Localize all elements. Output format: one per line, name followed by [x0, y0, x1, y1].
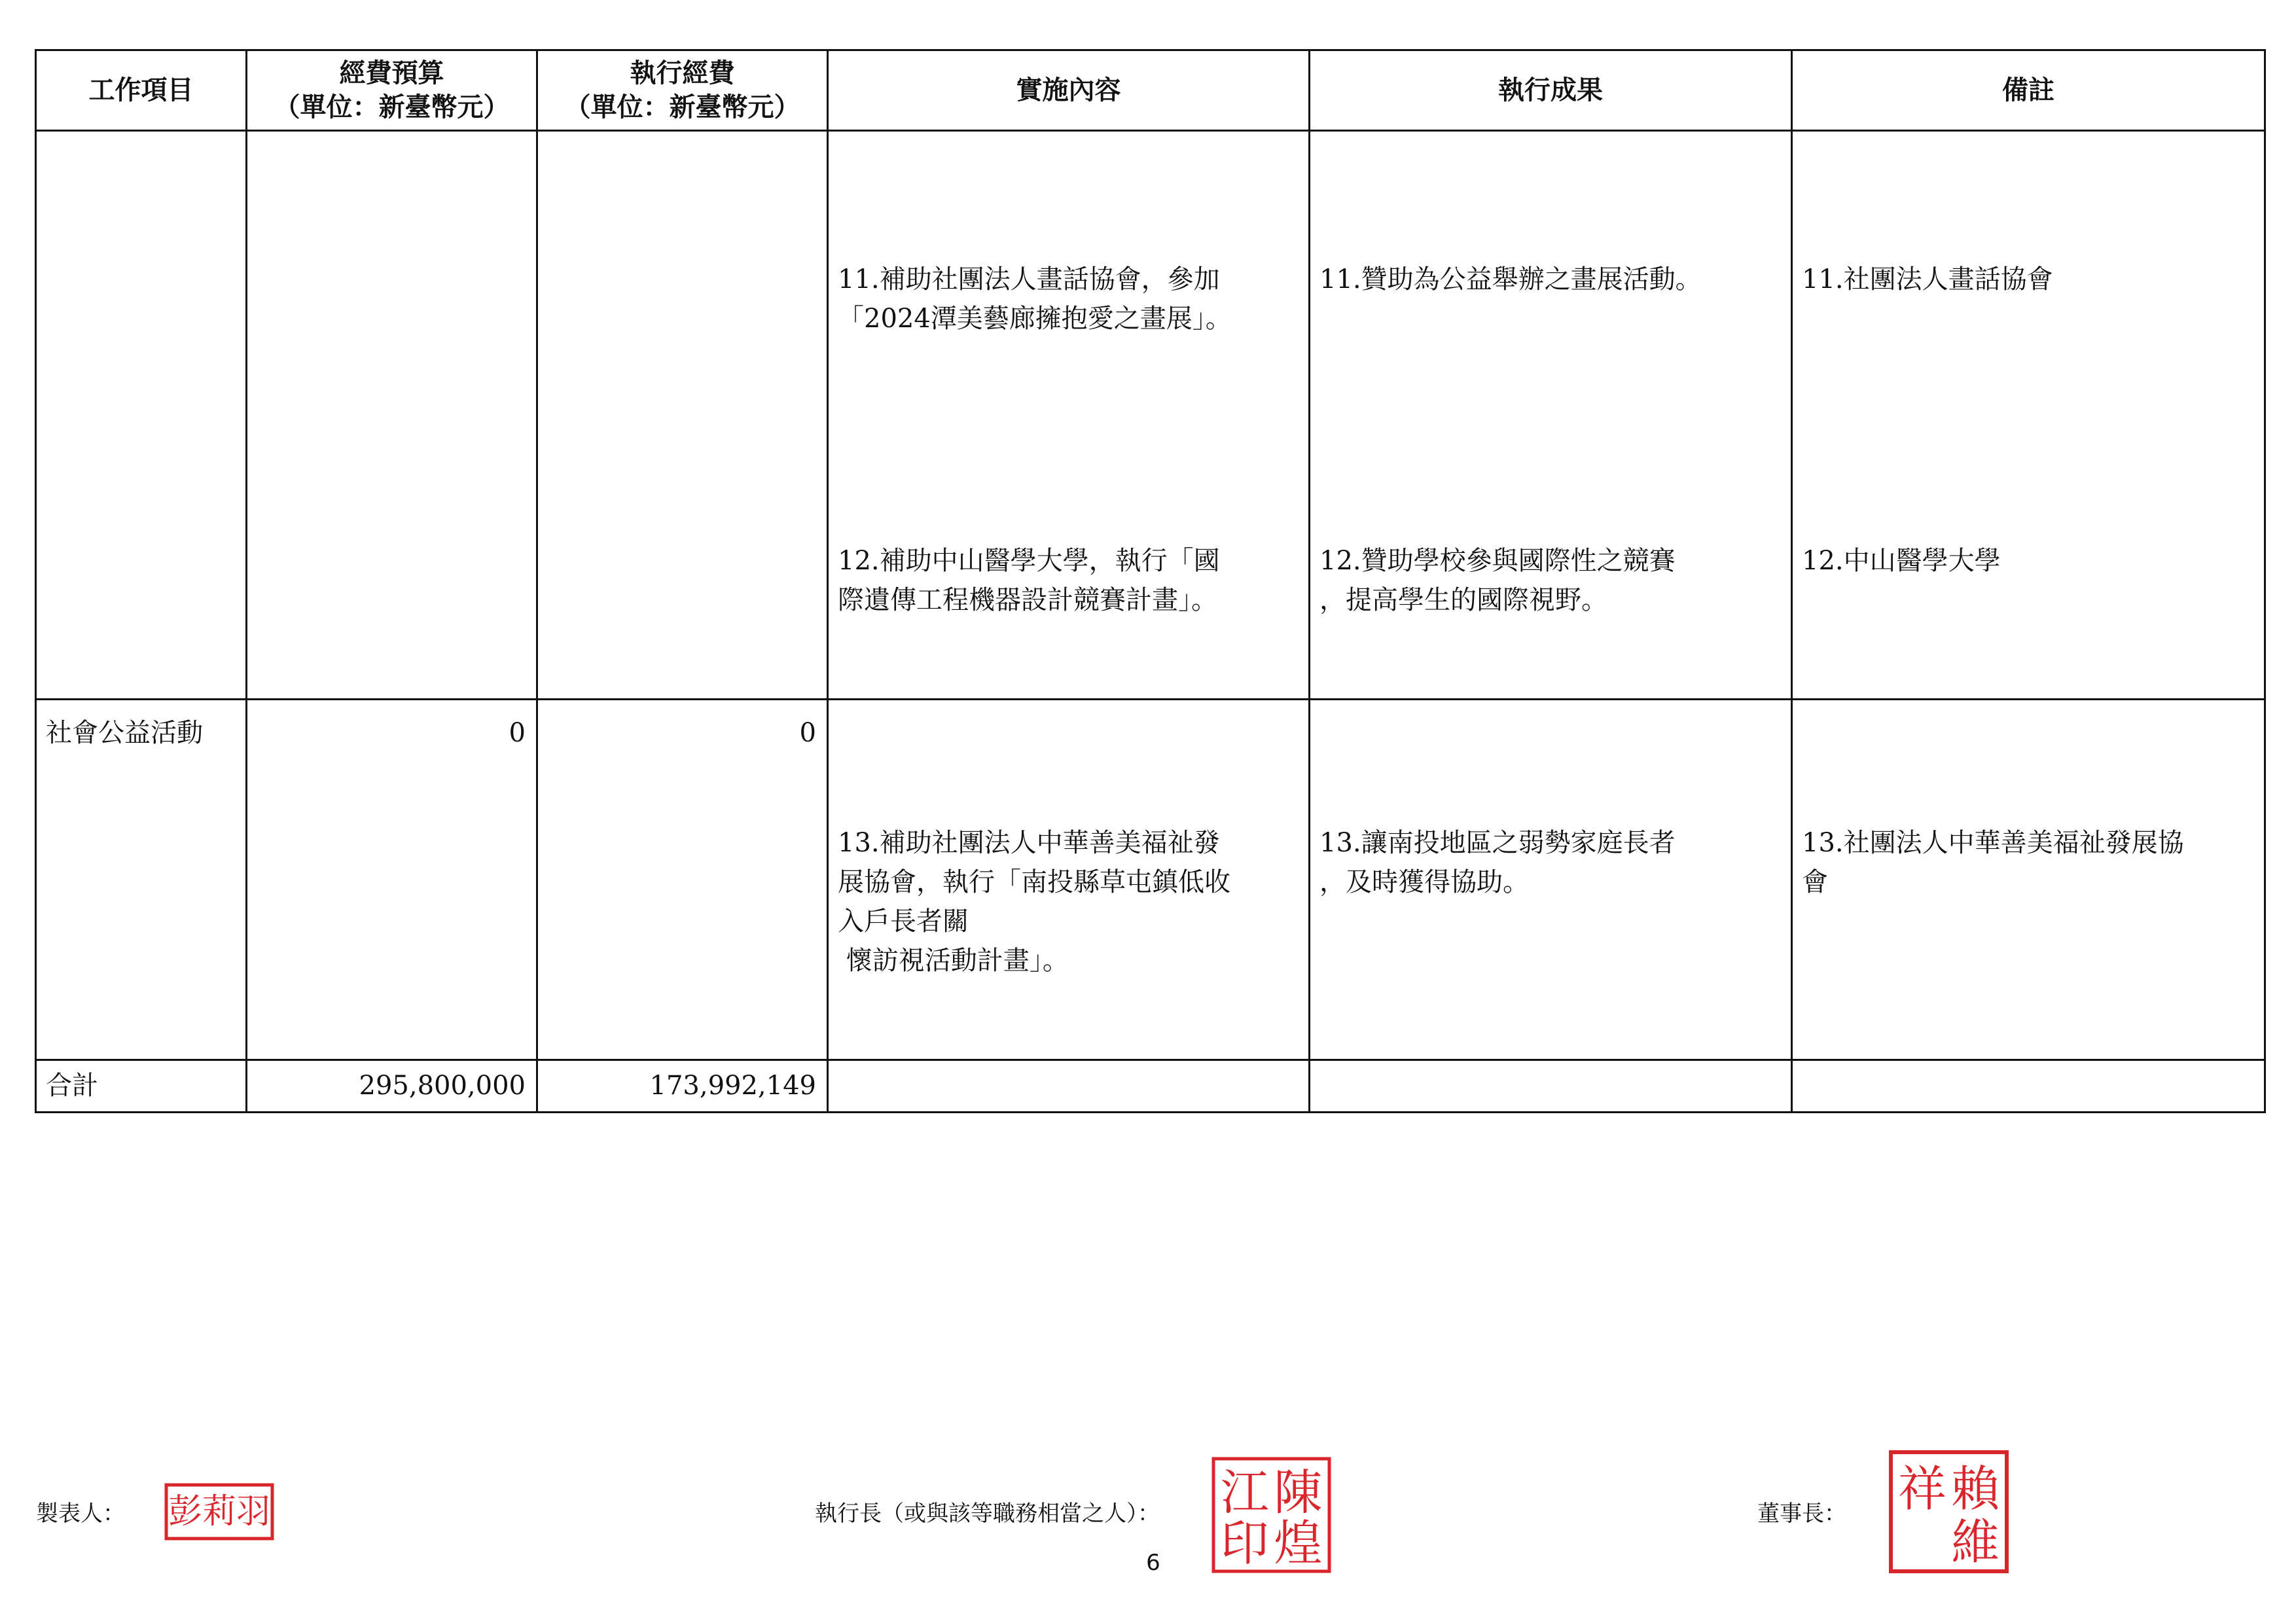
row2-budget-cell: 0	[247, 700, 537, 1060]
total-budget-cell: 295,800,000	[247, 1060, 537, 1113]
header-budget-title: 經費預算	[339, 58, 444, 88]
remark-item-12: 12.中山醫學大學	[1802, 546, 2001, 576]
total-row	[36, 1060, 2265, 1113]
chairman-seal	[1888, 1450, 2009, 1574]
remark-item-11: 11.社團法人畫話協會	[1802, 264, 2053, 294]
total-remark-cell	[1792, 1060, 2265, 1113]
chairman-seal-text	[1898, 1461, 2000, 1571]
total-label-cell: 合計	[36, 1060, 247, 1113]
row2-result-cell	[1310, 700, 1792, 1060]
row1-spent-cell	[537, 131, 828, 700]
result-item-13: 13.讓南投地區之弱勢家庭長者 ，及時獲得協助。	[1319, 828, 1676, 897]
content-item-11: 11.補助社團法人畫話協會，參加 「2024潭美藝廊擁抱愛之畫展」。	[838, 264, 1232, 334]
content-item-12: 12.補助中山醫學大學，執行「國 際遺傳工程機器設計競賽計畫」。	[838, 546, 1220, 615]
row1-result-cell	[1310, 131, 1792, 700]
ceo-label: 執行長（或與該等職務相當之人）：	[815, 1501, 1160, 1527]
table-row	[36, 700, 2265, 1060]
row2-remark-cell	[1792, 700, 2265, 1060]
row2-content-cell	[828, 700, 1310, 1060]
result-item-12: 12.贊助學校參與國際性之競賽 ，提高學生的國際視野。	[1319, 546, 1676, 615]
preparer-seal-text: 彭莉羽	[168, 1492, 271, 1531]
ceo-seal-text	[1221, 1465, 1322, 1571]
expenditure-table	[35, 49, 2266, 1113]
seal-character: 江	[1220, 1465, 1269, 1521]
preparer-seal	[164, 1482, 275, 1541]
header-spent-title: 執行經費	[630, 58, 735, 88]
row1-budget-cell	[247, 131, 537, 700]
row1-remark-cell	[1792, 131, 2265, 700]
seal-character: 維	[1951, 1514, 2000, 1571]
header-remark: 備註	[1792, 50, 2265, 131]
header-budget	[247, 50, 537, 131]
remark-item-13: 13.社團法人中華善美福祉發展協 會	[1802, 828, 2184, 897]
row1-content-cell	[828, 131, 1310, 700]
content-item-13: 13.補助社團法人中華善美福祉發 展協會，執行「南投縣草屯鎮低收 入戶長者關 懷訪視活動計畫」。	[838, 828, 1230, 976]
preparer-label: 製表人：	[36, 1501, 125, 1527]
row1-item-cell	[36, 131, 247, 700]
header-result: 執行成果	[1310, 50, 1792, 131]
header-content: 實施內容	[828, 50, 1310, 131]
table-header-row	[36, 50, 2265, 131]
header-spent	[537, 50, 828, 131]
header-item: 工作項目	[36, 50, 247, 131]
row2-item-cell: 社會公益活動	[36, 700, 247, 1060]
seal-character: 陳	[1274, 1465, 1323, 1521]
seal-character: 賴	[1951, 1461, 2000, 1518]
total-result-cell	[1310, 1060, 1792, 1113]
seal-character: 祥	[1897, 1461, 1946, 1518]
chairman-label: 董事長：	[1757, 1501, 1846, 1527]
ceo-seal	[1211, 1456, 1332, 1574]
result-item-11: 11.贊助為公益舉辦之畫展活動。	[1319, 264, 1702, 294]
total-spent-cell: 173,992,149	[537, 1060, 828, 1113]
seal-character: 煌	[1274, 1515, 1323, 1572]
row2-spent-cell: 0	[537, 700, 828, 1060]
total-content-cell	[828, 1060, 1310, 1113]
header-spent-unit: （單位：新臺幣元）	[564, 92, 800, 122]
seal-character	[1898, 1514, 1946, 1571]
header-budget-unit: （單位：新臺幣元）	[274, 92, 510, 122]
page-number: 6	[1146, 1550, 1160, 1576]
seal-character: 印	[1220, 1515, 1269, 1572]
table-row	[36, 131, 2265, 700]
